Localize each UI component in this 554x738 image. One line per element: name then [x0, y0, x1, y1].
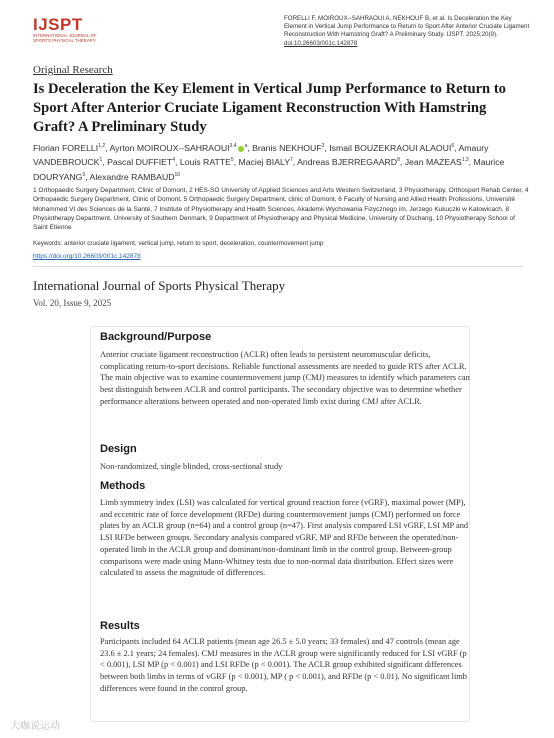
volume-issue: Vol. 20, Issue 9, 2025 — [33, 298, 112, 308]
logo-subtext: INTERNATIONAL JOURNAL OF SPORTS PHYSICAL THERAPY — [33, 33, 97, 43]
keywords: Keywords: anterior cruciate ligament, vertical jump, return to sport, deceleration, countermovement jump — [33, 240, 324, 247]
design-heading: Design — [100, 443, 137, 455]
author[interactable]: Louis RATTE — [179, 157, 231, 168]
affiliations: 1 Orthopaedic Surgery Department, Clinic of Domont, 2 HES-SO University of Applied Sciences and Arts Western Switzerland, 3 Physiotherapy, Orthosport Rehab Center, 4 Orthopaedic Surgery Department, Clinic of Domont, 5 Orthopaedic Surgery Department, clinic of Domont, 6 Faculty of Nursing and Allied Health Professions, Université Mohammed VI des Sciences de la Santé, 7 Institute of Physiotherapy and Health Sciences, Akademii Wychowania Fizycznego im. Jerzego Kukuczki w Katowicach, 8 Physiotherapy Department, University of Southern Denmark, 9 Department of Physiotherapy and Physical Medicine, University of Dschang, 10 Physiotherapy School of Saint Etienne — [33, 187, 529, 232]
author[interactable]: Andreas BJERREGAARD — [297, 157, 398, 168]
article-category: Original Research — [33, 64, 113, 76]
background-heading: Background/Purpose — [100, 331, 212, 343]
author[interactable]: Jean MAZEAS — [404, 157, 462, 168]
logo-text: IJSPT — [33, 15, 83, 34]
results-text: Participants included 64 ACLR patients (mean age 26.5 ± 5.0 years; 33 females) and 47 controls (mean age 23.6 ± 2.1 years; 24 females). CMJ measures in the ACLR group were significantly reduced for LSI vGRF (p < 0.001), LSI MP (p < 0.001) and LSI RFDe (p < 0.001). The ACLR group exhibited significant differences between both limbs in terms of vGRF (p < 0.001), MP ( p < 0.001), and RFDe (p < 0.01). No significant limb differences were found in the control group. — [100, 637, 467, 693]
author[interactable]: Alexandre RAMBAUD — [89, 171, 175, 182]
methods-text: Limb symmetry index (LSI) was calculated for vertical ground reaction force (vGRF), maximal power (MP), and eccentric rate of force development (RFDe) during countermovement jumps (CMJ) performed on force plates by an ACLR group (n=64) and a control group (n=47). First analysis compared LSI vGRF, LSI MP and LSI RFDe between groups. Secondary analysis compared vGRF, MP and RFDe between the operated/non-operated limb in the ACLR group and dominant/non-dominant limb in the control group. Between-group comparisons were made using Mann-Whitney tests due to non-normal data distribution. Effect sizes were calculated to assess the magnitude of differences. — [100, 498, 469, 578]
article-title: Is Deceleration the Key Element in Vertical Jump Performance to Return to Sport After Anterior Cruciate Ligament Reconstruction With Hamstring Graft? A Preliminary Study — [33, 81, 506, 135]
author-list: Florian FORELLI$^{1,2}$, Ayrton MOIROUX--SAHRAOUI$^{3,4}$ $^a$, Branis NEKHOUF$^3$, Ismail BOUZEKRAOUI ALAOUI$^6$, Amaury VANDEBROUCK$^1$, Pascal DUFFIET$^4$, Louis RATTE$^5$, Maciej BIALY$^7$, Andreas BJERREGAARD$^8$, Jean MAZEAS$^{1,3}$, Maurice DOURYANG$^9$, Alexandre RAMBAUD$^{10}$ — [33, 142, 505, 182]
author[interactable]: Florian FORELLI — [33, 142, 99, 153]
watermark: 大咖说运动 — [10, 721, 60, 732]
author[interactable]: Branis NEKHOUF — [252, 142, 322, 153]
author[interactable]: Maciej BIALY — [238, 157, 290, 168]
author[interactable]: Ayrton MOIROUX--SAHRAOUI — [109, 142, 230, 153]
methods-heading: Methods — [100, 480, 146, 492]
citation-doi-link[interactable]: doi:10.26603/001c.142878 — [284, 39, 358, 47]
author[interactable]: Pascal DUFFIET — [107, 157, 173, 168]
results-heading: Results — [100, 620, 140, 632]
citation-text: FORELLI F, MOIROUX--SAHRAOUI A, NEKHOUF B, et al. Is Deceleration the Key Element in Vertical Jump Performance to Return to Sport After Anterior Cruciate Ligament Reconstruction With Hamstring Graft? A Preliminary Study. IJSPT. 2025;20(9). — [284, 15, 530, 39]
background-text: Anterior cruciate ligament reconstruction (ACLR) often leads to persistent neuromuscular deficits, complicating return-to-sport decisions. Reliable functional assessments are needed to guide RTS after ACLR. The main objective was to examine countermovement jump (CMJ) measures to identify which parameters can best distinguish between ACLR and control participants. The secondary objective was to determine whether performance alterations between operated and non-operated limb exist during CMJ after ACLR. — [100, 350, 470, 406]
journal-logo — [33, 16, 113, 43]
divider — [33, 266, 523, 267]
author[interactable]: Ismail BOUZEKRAOUI ALAOUI — [329, 142, 452, 153]
author[interactable]: Maurice DOURYANG — [33, 157, 505, 182]
design-text: Non-randomized, single blinded, cross-sectional study — [100, 462, 283, 471]
orcid-icon[interactable] — [238, 146, 244, 152]
doi-link[interactable]: https://doi.org/10.26603/001c.142878 — [33, 253, 141, 260]
journal-name: International Journal of Sports Physical Therapy — [33, 278, 286, 293]
citation-block — [284, 15, 536, 48]
author[interactable]: Amaury VANDEBROUCK — [33, 142, 489, 168]
